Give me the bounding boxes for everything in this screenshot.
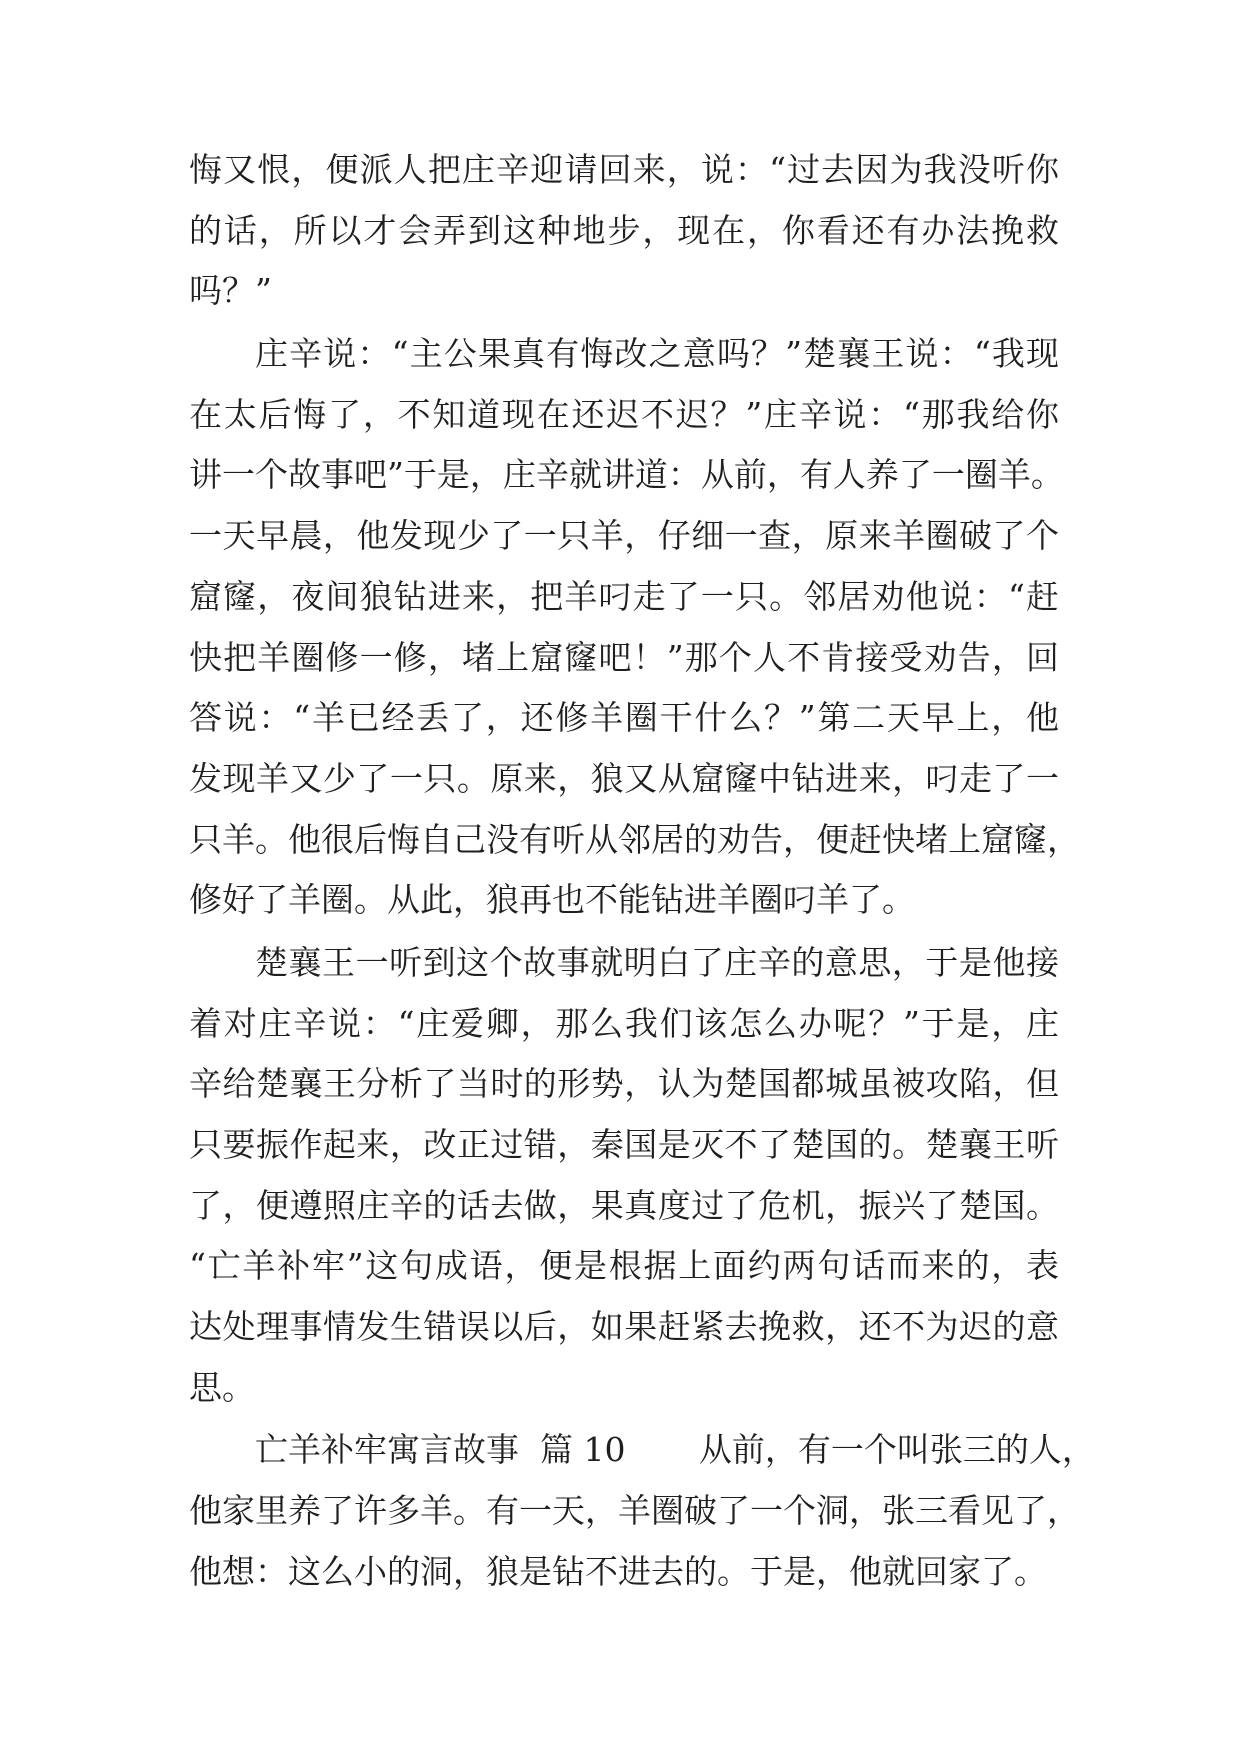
text-line: 窟窿，夜间狼钻进来，把羊叼走了一只。邻居劝他说：“赶 (189, 576, 1059, 616)
text-line: 答说：“羊已经丢了，还修羊圈干什么？”第二天早上，他 (189, 698, 1059, 738)
text-line: 思。 (189, 1367, 255, 1407)
paragraph-3 (189, 933, 1059, 1419)
text-line: 一天早晨，他发现少了一只羊，仔细一查，原来羊圈破了个 (189, 516, 1059, 556)
text-line: 吗？” (189, 271, 272, 311)
text-line: 着对庄辛说：“庄爱卿，那么我们该怎么办呢？”于是，庄 (189, 1003, 1059, 1043)
text-line: 在太后悔了，不知道现在还迟不迟？”庄辛说：“那我给你 (189, 394, 1059, 434)
document-body (189, 140, 1095, 1603)
text-line: 他家里养了许多羊。有一天，羊圈破了一个洞，张三看见了， (189, 1491, 1080, 1531)
text-line: 修好了羊圈。从此，狼再也不能钻进羊圈叼羊了。 (189, 880, 915, 920)
text-line: 快把羊圈修一修，堵上窟窿吧！”那个人不肯接受劝告，回 (189, 637, 1059, 677)
text-line: 达处理事情发生错误以后，如果赶紧去挽救，还不为迟的意 (189, 1307, 1059, 1347)
text-line: 讲一个故事吧”于是，庄辛就讲道：从前，有人养了一圈羊。 (189, 455, 1064, 495)
text-line: 他想：这么小的洞，狼是钻不进去的。于是，他就回家了。 (189, 1551, 1047, 1591)
text-line: 发现羊又少了一只。原来，狼又从窟窿中钻进来，叼走了一 (189, 758, 1059, 798)
text-line: 只羊。他很后悔自己没有听从邻居的劝告，便赶快堵上窟窿， (189, 819, 1080, 859)
paragraph-1 (189, 140, 1059, 322)
text-line: 悔又恨，便派人把庄辛迎请回来，说：“过去因为我没听你 (189, 150, 1059, 189)
text-line: 只要振作起来，改正过错，秦国是灭不了楚国的。楚襄王听 (189, 1125, 1059, 1164)
text-line: 楚襄王一听到这个故事就明白了庄辛的意思，于是他接 (255, 942, 1059, 982)
text-line: 辛给楚襄王分析了当时的形势，认为楚国都城虽被攻陷，但 (189, 1064, 1059, 1104)
text-line: “亡羊补牢”这句成语，便是根据上面约两句话而来的，表 (189, 1246, 1059, 1286)
paragraph-4 (189, 1420, 1095, 1602)
text-line: 的话，所以才会弄到这种地步，现在，你看还有办法挽救 (189, 210, 1059, 250)
paragraph-2 (189, 324, 1080, 931)
text-line: 了，便遵照庄辛的话去做，果真度过了危机，振兴了楚国。 (189, 1185, 1059, 1225)
text-line: 亡羊补牢寓言故事 篇 10 从前，有一个叫张三的人， (255, 1430, 1095, 1470)
text-line: 庄辛说：“主公果真有悔改之意吗？”楚襄王说：“我现 (255, 334, 1059, 374)
